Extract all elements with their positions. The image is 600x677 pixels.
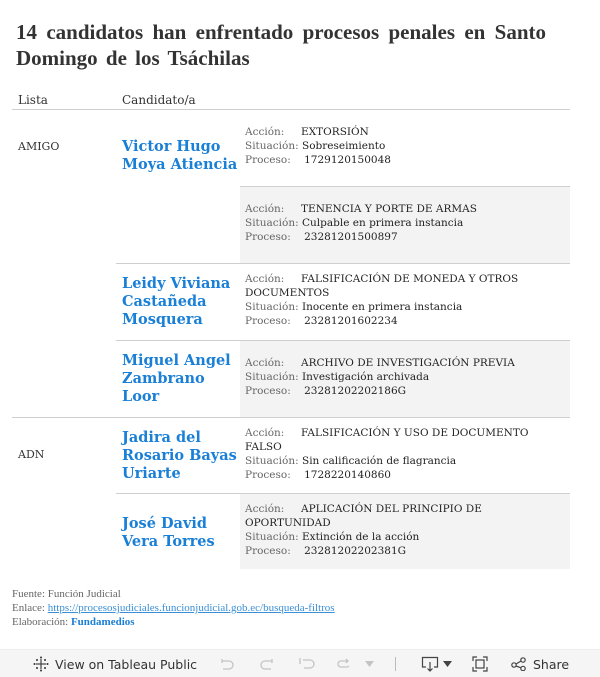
accion-value: EXTORSIÓN [301, 126, 369, 138]
column-header-candidato: Candidato/a [122, 93, 196, 107]
page-title: 14 candidatos han enfrentado procesos penales en Santo Domingo de los Tsáchilas [16, 20, 546, 70]
accion-label: Acción: [245, 126, 285, 138]
elaboracion-value: Fundamedios [70, 616, 135, 628]
source-link[interactable]: https://procesosjudiciales.funcionjudicial.gob.ec/busqueda-filtros [47, 602, 335, 614]
situacion-value: Sobreseimiento [302, 140, 386, 152]
process-row [240, 494, 570, 569]
download-icon [421, 656, 439, 672]
situacion-label: Situación: [245, 140, 299, 152]
view-on-tableau-label: View on Tableau Public [55, 656, 198, 672]
proceso-value: 1729120150048 [304, 154, 391, 166]
accion-label: Acción: [245, 273, 285, 285]
situacion-label: Situación: [245, 301, 299, 313]
proceso-value: 23281201500897 [304, 231, 398, 243]
column-header-lista: Lista [18, 93, 48, 107]
accion-value: ARCHIVO DE INVESTIGACIÓN PREVIA [301, 357, 515, 369]
undo-button[interactable] [219, 650, 235, 677]
tableau-toolbar [0, 649, 600, 677]
accion-label: Acción: [245, 357, 285, 369]
accion-label: Acción: [245, 203, 285, 215]
proceso-label: Proceso: [245, 469, 291, 481]
candidate-name[interactable]: José David Vera Torres [122, 515, 215, 550]
proceso-value: 23281202202381G [304, 545, 407, 557]
proceso-label: Proceso: [245, 315, 291, 327]
proceso-value: 23281202202186G [304, 385, 407, 397]
process-row [240, 264, 570, 340]
revert-icon [299, 657, 317, 671]
refresh-icon [336, 658, 352, 670]
proceso-label: Proceso: [245, 231, 291, 243]
chevron-down-icon [365, 661, 374, 667]
lista-amigo: AMIGO [18, 140, 60, 153]
candidate-name[interactable]: Miguel Angel Zambrano Loor [122, 352, 231, 405]
process-row [240, 187, 570, 263]
fuente-label: Fuente: [12, 588, 45, 600]
chevron-down-icon [443, 661, 452, 667]
toolbar-separator [395, 657, 396, 671]
process-row [240, 341, 570, 417]
accion-label: Acción: [245, 427, 285, 439]
candidate-name[interactable]: Victor Hugo Moya Atiencia [122, 138, 238, 173]
elaboracion-label: Elaboración: [12, 616, 69, 628]
proceso-label: Proceso: [245, 385, 291, 397]
accion-value: FALSIFICACIÓN Y USO DE DOCUMENTO FALSO [245, 427, 529, 453]
proceso-label: Proceso: [245, 545, 291, 557]
situacion-label: Situación: [245, 531, 299, 543]
situacion-label: Situación: [245, 455, 299, 467]
pause-dropdown-button[interactable] [365, 650, 374, 677]
accion-label: Acción: [245, 503, 285, 515]
share-label: Share [533, 656, 570, 672]
enlace-label: Enlace: [12, 602, 45, 614]
situacion-value: Extinción de la acción [302, 531, 420, 543]
fuente-value: Función Judicial [47, 588, 121, 600]
redo-icon [259, 657, 275, 671]
fullscreen-icon [472, 656, 488, 672]
share-icon [511, 657, 527, 671]
candidate-name[interactable]: Jadira del Rosario Bayas Uriarte [122, 429, 237, 482]
download-button[interactable] [421, 650, 452, 677]
situacion-label: Situación: [245, 371, 299, 383]
proceso-value: 23281201602234 [304, 315, 398, 327]
view-on-tableau-button[interactable] [33, 650, 197, 677]
share-button[interactable] [511, 650, 569, 677]
proceso-value: 1728220140860 [304, 469, 391, 481]
process-row [240, 110, 570, 186]
proceso-label: Proceso: [245, 154, 291, 166]
source-footer [12, 587, 335, 629]
process-row [240, 418, 570, 493]
lista-adn: ADN [18, 448, 45, 461]
situacion-value: Sin calificación de flagrancia [302, 455, 457, 467]
situacion-value: Inocente en primera instancia [302, 301, 463, 313]
candidate-name[interactable]: Leidy Viviana Castañeda Mosquera [122, 275, 231, 328]
accion-value: FALSIFICACIÓN DE MONEDA Y OTROS DOCUMENTOS [245, 273, 519, 299]
tableau-logo-icon [33, 656, 49, 672]
undo-icon [219, 657, 235, 671]
refresh-button[interactable] [336, 650, 352, 677]
redo-button[interactable] [259, 650, 275, 677]
situacion-value: Investigación archivada [302, 371, 430, 383]
revert-button[interactable] [299, 650, 317, 677]
fullscreen-button[interactable] [472, 650, 488, 677]
situacion-label: Situación: [245, 217, 299, 229]
accion-value: APLICACIÓN DEL PRINCIPIO DE OPORTUNIDAD [245, 503, 482, 529]
accion-value: TENENCIA Y PORTE DE ARMAS [301, 203, 477, 215]
situacion-value: Culpable en primera instancia [302, 217, 464, 229]
